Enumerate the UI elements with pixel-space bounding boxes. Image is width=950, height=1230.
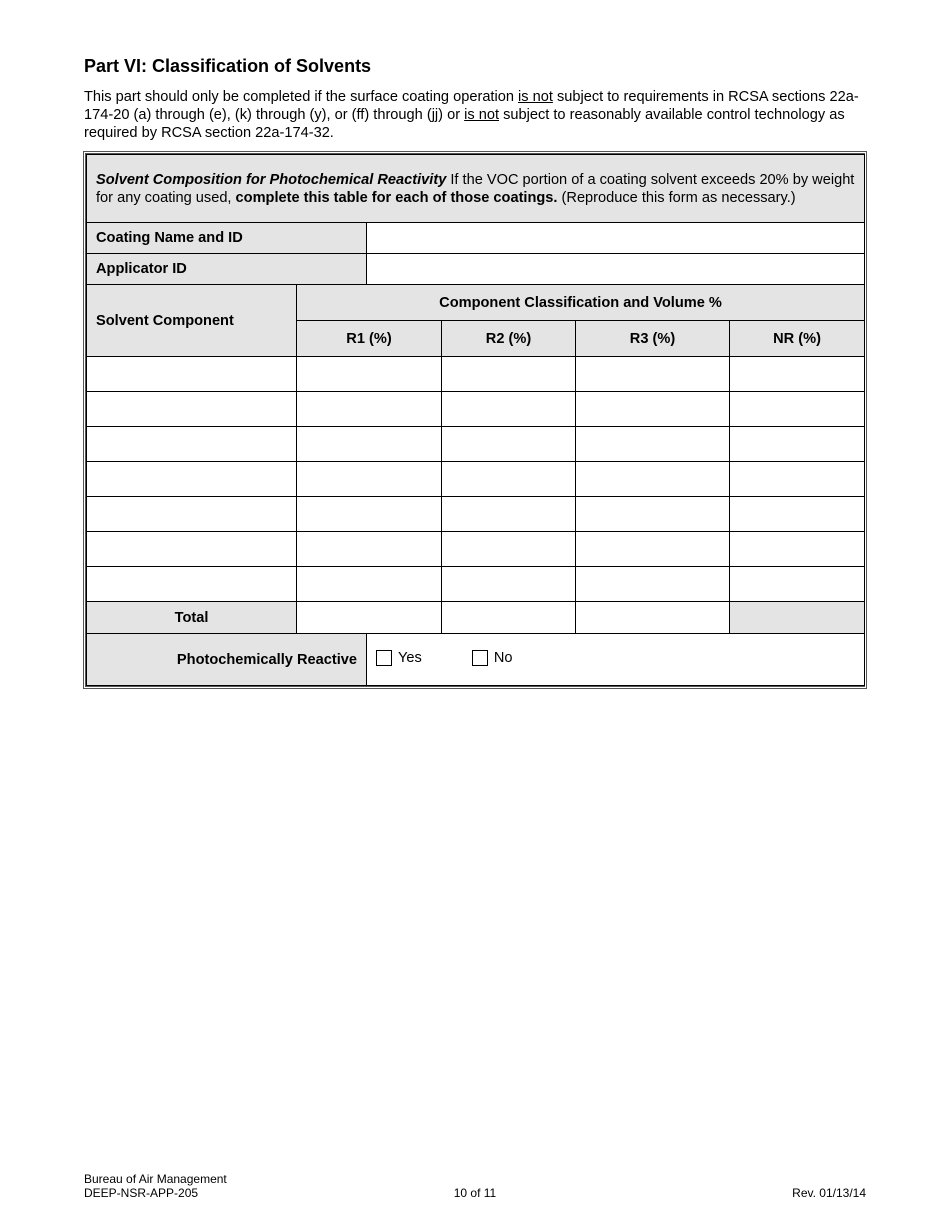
intro-text-1: This part should only be completed if the surface coating operation — [84, 89, 519, 105]
banner-heading: Solvent Composition for Photochemical Reactivity — [96, 171, 447, 188]
r1-cell[interactable] — [297, 427, 442, 462]
r3-cell[interactable] — [576, 427, 730, 462]
r2-cell[interactable] — [442, 427, 576, 462]
table-row — [87, 567, 865, 602]
nr-cell[interactable] — [730, 357, 865, 392]
page-title: Part VI: Classification of Solvents — [84, 56, 372, 76]
total-label: Total — [87, 602, 297, 634]
total-nr-cell-disabled — [730, 602, 865, 634]
solvent-composition-form — [83, 151, 867, 689]
applicator-id-field[interactable] — [367, 254, 865, 285]
r1-cell[interactable] — [297, 462, 442, 497]
photochemically-reactive-label: Photochemically Reactive — [87, 634, 367, 686]
r2-cell[interactable] — [442, 392, 576, 427]
solvent-component-cell[interactable] — [87, 497, 297, 532]
nr-cell[interactable] — [730, 567, 865, 602]
photochemical-row — [87, 634, 865, 686]
banner-text-1: If the VOC portion of a coating solvent exceeds 20% by weight for any coating used, — [96, 171, 855, 206]
no-label: No — [493, 649, 513, 666]
column-header-r3: R3 (%) — [576, 321, 730, 357]
r1-cell[interactable] — [297, 497, 442, 532]
yes-label: Yes — [398, 649, 422, 666]
r3-cell[interactable] — [576, 532, 730, 567]
r1-cell[interactable] — [297, 357, 442, 392]
solvent-component-header: Solvent Component — [87, 285, 297, 357]
r3-cell[interactable] — [576, 392, 730, 427]
r1-cell[interactable] — [297, 567, 442, 602]
total-row — [87, 602, 865, 634]
intro-text-2: subject to requirements in RCSA sections 22a-174-20 (a) through (e), (k) through (y), or (ff) through (jj) or — [84, 89, 859, 123]
no-option[interactable] — [472, 650, 513, 666]
classification-group-header: Component Classification and Volume % — [297, 285, 865, 321]
r2-cell[interactable] — [442, 497, 576, 532]
solvent-component-cell[interactable] — [87, 532, 297, 567]
table-row — [87, 392, 865, 427]
column-header-nr: NR (%) — [730, 321, 865, 357]
r2-cell[interactable] — [442, 462, 576, 497]
intro-underline-2: is not — [464, 107, 500, 123]
column-header-r1: R1 (%) — [297, 321, 442, 357]
coating-name-field[interactable] — [367, 223, 865, 254]
solvent-component-cell[interactable] — [87, 567, 297, 602]
intro-text-3: subject to reasonably available control technology as required by RCSA section 22a-174-32. — [84, 107, 845, 141]
table-row — [87, 357, 865, 392]
photochemically-reactive-options — [367, 634, 865, 686]
table-row — [87, 497, 865, 532]
total-r2-cell[interactable] — [442, 602, 576, 634]
solvent-component-cell[interactable] — [87, 392, 297, 427]
r3-cell[interactable] — [576, 462, 730, 497]
nr-cell[interactable] — [730, 462, 865, 497]
intro-underline-1: is not — [518, 89, 553, 105]
banner-bold-instruction: complete this table for each of those coatings. — [235, 189, 558, 206]
footer-form-id: DEEP-NSR-APP-205 — [84, 1186, 199, 1200]
r3-cell[interactable] — [576, 567, 730, 602]
r3-cell[interactable] — [576, 357, 730, 392]
solvent-component-cell[interactable] — [87, 357, 297, 392]
footer-page-number: 10 of 11 — [453, 1186, 497, 1200]
no-checkbox[interactable] — [472, 650, 488, 666]
nr-cell[interactable] — [730, 392, 865, 427]
table-row — [87, 427, 865, 462]
r2-cell[interactable] — [442, 532, 576, 567]
yes-option[interactable] — [376, 650, 422, 666]
nr-cell[interactable] — [730, 497, 865, 532]
r2-cell[interactable] — [442, 357, 576, 392]
nr-cell[interactable] — [730, 532, 865, 567]
footer-bureau: Bureau of Air Management — [84, 1172, 227, 1186]
intro-paragraph — [84, 88, 864, 142]
nr-cell[interactable] — [730, 427, 865, 462]
solvent-component-cell[interactable] — [87, 462, 297, 497]
total-r3-cell[interactable] — [576, 602, 730, 634]
table-row — [87, 462, 865, 497]
r2-cell[interactable] — [442, 567, 576, 602]
coating-name-label: Coating Name and ID — [87, 223, 367, 254]
banner-text-2: (Reproduce this form as necessary.) — [557, 189, 796, 206]
yes-checkbox[interactable] — [376, 650, 392, 666]
column-header-r2: R2 (%) — [442, 321, 576, 357]
total-r1-cell[interactable] — [297, 602, 442, 634]
solvent-table — [86, 154, 865, 686]
r1-cell[interactable] — [297, 532, 442, 567]
applicator-id-label: Applicator ID — [87, 254, 367, 285]
table-row — [87, 532, 865, 567]
r3-cell[interactable] — [576, 497, 730, 532]
form-banner — [87, 155, 865, 223]
solvent-component-cell[interactable] — [87, 427, 297, 462]
r1-cell[interactable] — [297, 392, 442, 427]
footer-revision: Rev. 01/13/14 — [792, 1186, 866, 1200]
